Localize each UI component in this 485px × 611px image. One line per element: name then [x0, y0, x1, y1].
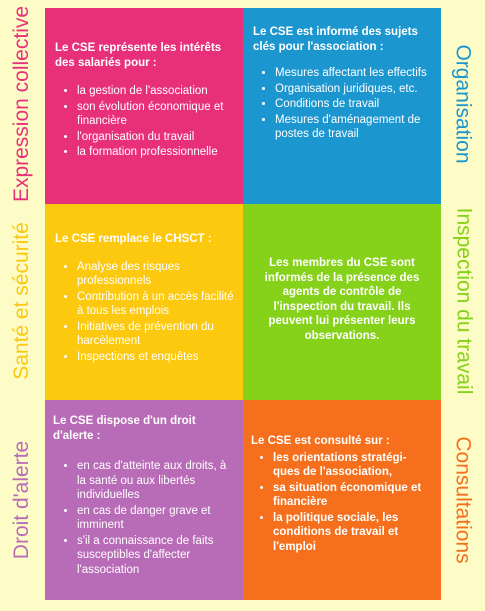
cell-droit-alerte [45, 400, 243, 600]
list-item: • les orientations stratégi-ques de l'association, [273, 451, 433, 480]
cell-list [55, 260, 235, 365]
cell-organisation [243, 8, 441, 204]
cell-title: Le CSE représente les intérêts des salariés pour : [55, 42, 222, 69]
list-item: • Initiatives de prévention du harcèlement [77, 320, 235, 349]
cell-title: Le CSE est informé des sujets clés pour l'association : [253, 26, 418, 53]
cell-title: Le CSE remplace le CHSCT : [55, 233, 212, 245]
cell-list [253, 66, 433, 142]
list-item: • Inspections et enquêtes [77, 350, 235, 365]
list-item: • Contribution à un accès facilité à tous les emplois [77, 290, 235, 319]
list-item: • la formation professionnelle [77, 145, 233, 160]
label-inspection-travail: Inspection du travail [452, 207, 475, 395]
list-item: • la gestion de l'association [77, 84, 233, 99]
list-item: • l'organisation du travail [77, 130, 233, 145]
label-consultations: Consultations [452, 436, 475, 564]
cell-consultations [243, 400, 441, 600]
label-organisation: Organisation [452, 44, 476, 164]
list-item: • Conditions de travail [275, 97, 433, 112]
cell-inspection-travail [243, 204, 441, 400]
list-item: • en cas de danger grave et imminent [77, 504, 235, 533]
list-item: • en cas d'atteinte aux droits, à la santé ou aux libertés individuelles [77, 459, 235, 503]
cell-sante-securite [45, 204, 243, 400]
list-item: • Mesures affectant les effectifs [275, 66, 433, 81]
cell-title: Le CSE est consulté sur : [251, 435, 390, 447]
label-droit-alerte: Droit d'alerte [10, 440, 33, 560]
cell-list [55, 84, 233, 160]
cell-list [251, 451, 433, 555]
list-item: • la politique sociale, les conditions de travail et l'emploi [273, 511, 433, 555]
cell-list [53, 459, 235, 577]
cell-title: Le CSE dispose d'un droit d'alerte : [53, 415, 196, 442]
cell-expression-collective [45, 8, 243, 204]
label-sante-securite: Santé et sécurité [10, 222, 33, 380]
label-expression-collective: Expression collective [10, 5, 33, 203]
list-item: • son évolution économique et financière [77, 100, 233, 129]
list-item: • s'il a connaissance de faits susceptibles d'affecter l'association [77, 534, 235, 578]
list-item: • Mesures d'aménagement de postes de travail [275, 113, 433, 142]
cell-paragraph: Les membres du CSE sont informés de la présence des agents de contrôle de l'inspection du travail. Ils peuvent lui présenter leurs observations. [264, 257, 420, 342]
list-item: • Analyse des risques professionnels [77, 260, 235, 289]
list-item: • sa situation économique et financière [273, 481, 433, 510]
list-item: • Organisation juridiques, etc. [275, 82, 433, 97]
